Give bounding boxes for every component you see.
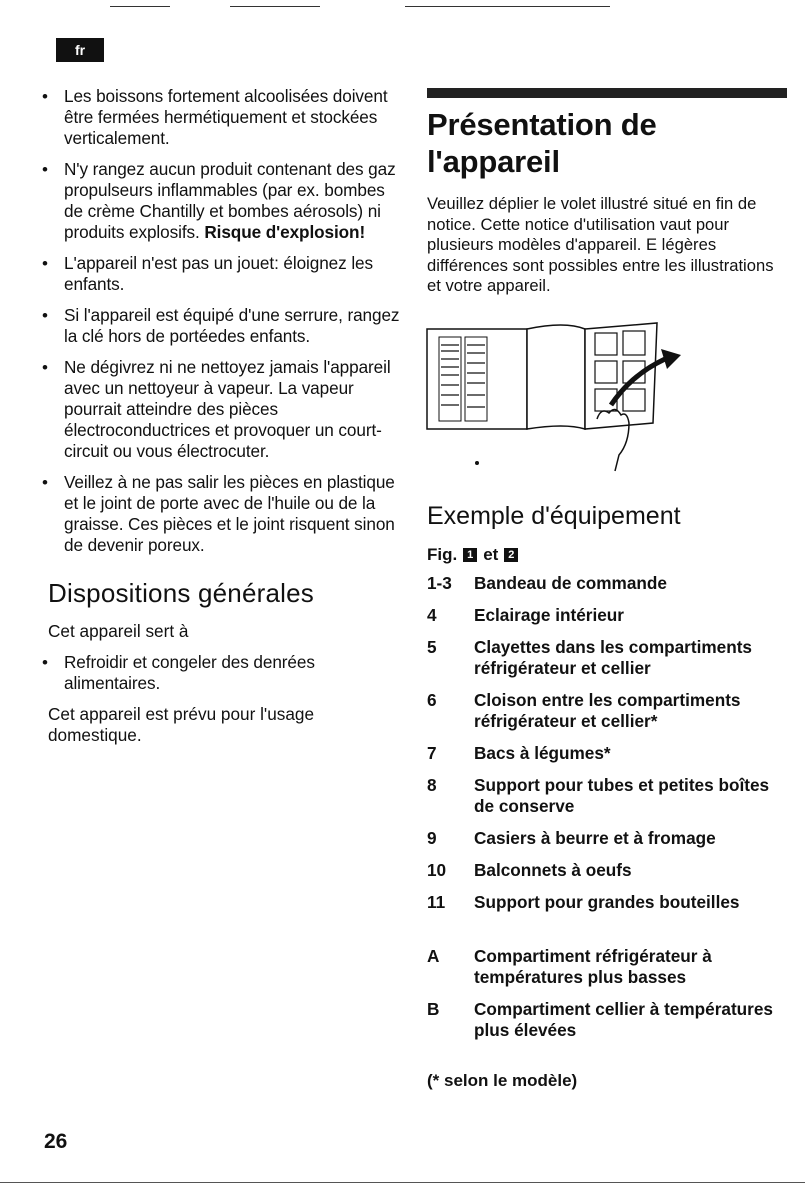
bottom-rule: [0, 1182, 805, 1183]
list-item: 1-3 Bandeau de commande: [427, 572, 667, 593]
language-badge: fr: [56, 38, 104, 62]
footnote: (* selon le modèle): [427, 1070, 578, 1090]
top-rule: [230, 6, 320, 7]
list-item: • Veillez à ne pas salir les pièces en plastique et le joint de porte avec de l'huile ou de la graisse. Ces pièces et le joint risquent sinon de devenir poreux.: [34, 472, 406, 556]
general-intro: Cet appareil sert à: [48, 621, 189, 641]
list-item: 5 Clayettes dans les compartiments réfrigérateur et cellier: [427, 636, 752, 678]
list-item: • Refroidir et congeler des denrées alimentaires.: [34, 652, 406, 694]
list-item: • Si l'appareil est équipé d'une serrure, rangez la clé hors de portéedes enfants.: [34, 305, 406, 347]
section-rule: [427, 88, 787, 98]
fig-number-box: 2: [504, 548, 518, 562]
section-title-general: Dispositions générales: [48, 578, 314, 608]
left-column: [34, 86, 406, 756]
fig-number-box: 1: [463, 548, 477, 562]
list-item: B Compartiment cellier à températures plus élevées: [427, 998, 773, 1040]
list-item: • Ne dégivrez ni ne nettoyez jamais l'appareil avec un nettoyeur à vapeur. La vapeur pourrait atteindre des pièces électroconductrices et provoquer un court-circuit ou vous électrocuter.: [34, 357, 406, 462]
list-item: 11 Support pour grandes bouteilles: [427, 891, 740, 912]
figure-reference: Fig. 1 et 2: [427, 545, 787, 565]
list-item: 8 Support pour tubes et petites boîtes de conserve: [427, 774, 770, 816]
explosion-warning: Risque d'explosion!: [204, 222, 366, 242]
right-column: [427, 88, 787, 1091]
list-item: • N'y rangez aucun produit contenant des gaz propulseurs inflammables (par ex. bombes de crème Chantilly et bombes aérosols) ni produits explosifs. Risque d'explosion!: [34, 159, 406, 243]
list-item: 7 Bacs à légumes*: [427, 742, 611, 763]
list-item: • L'appareil n'est pas un jouet: éloignez les enfants.: [34, 253, 406, 295]
section-title-equipment: Exemple d'équipement: [427, 501, 681, 530]
list-item: 4 Eclairage intérieur: [427, 604, 624, 625]
top-rule: [110, 6, 170, 7]
page-title: Présentation de l'appareil: [427, 107, 657, 179]
page-number: 26: [44, 1130, 68, 1153]
top-rule: [405, 6, 610, 7]
general-usage: Cet appareil est prévu pour l'usage domestique.: [48, 704, 315, 745]
list-item: • Les boissons fortement alcoolisées doivent être fermées hermétiquement et stockées verticalement.: [34, 86, 406, 149]
list-item: 10 Balconnets à oeufs: [427, 859, 632, 880]
fold-out-illustration: [425, 315, 695, 475]
list-item: 9 Casiers à beurre et à fromage: [427, 827, 716, 848]
list-item: 6 Cloison entre les compartiments réfrigérateur et cellier*: [427, 689, 741, 731]
list-item: A Compartiment réfrigérateur à températures plus basses: [427, 945, 712, 987]
intro-paragraph: Veuillez déplier le volet illustré situé en fin de notice. Cette notice d'utilisation vaut pour plusieurs modèles d'appareil. E légères différences sont possibles entre les illustrations et votre appareil.: [427, 194, 774, 295]
